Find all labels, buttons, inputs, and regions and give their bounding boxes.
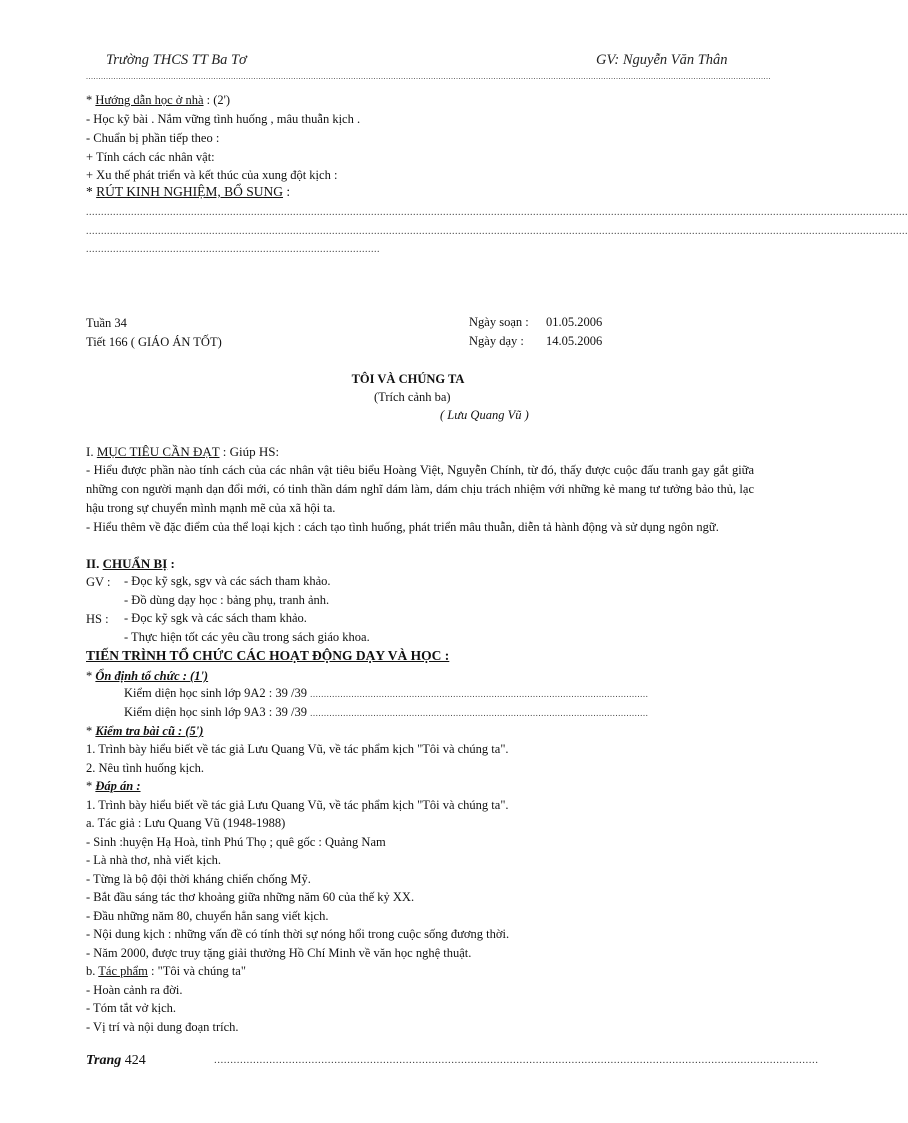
homework-line: + Xu thế phát triển và kết thúc của xung đột kịch : xyxy=(86,168,338,182)
teach-date: 14.05.2006 xyxy=(546,334,603,348)
answer-line: - Sinh :huyện Hạ Hoà, tỉnh Phú Thọ ; quê gốc : Quảng Nam xyxy=(86,835,386,849)
homework-line: - Chuẩn bị phần tiếp theo : xyxy=(86,131,220,145)
page-number: 424 xyxy=(124,1053,146,1068)
homework-time: : (2') xyxy=(203,93,231,107)
answer-line: a. Tác giả : Lưu Quang Vũ (1948-1988) xyxy=(86,816,286,830)
footer-rule: .......................................................................................................................................................................................... xyxy=(214,1054,819,1066)
answer-heading: * Đáp án : xyxy=(86,779,141,793)
header-rule: .................................................................................................................................................................................................................................................................................. xyxy=(86,72,771,81)
lesson-subtitle: (Trích cảnh ba) xyxy=(374,390,451,404)
experience-title: RÚT KINH NGHIỆM, BỔ SUNG xyxy=(96,184,284,199)
preparation-title: CHUẨN BỊ xyxy=(102,556,168,571)
question-line: 2. Nêu tình huống kịch. xyxy=(86,761,205,775)
work-item: - Hoàn cảnh ra đời. xyxy=(86,983,183,997)
answer-line: - Nội dung kịch : những vấn đề có tính thời sự nóng hổi trong cuộc sống đương thời. xyxy=(86,927,510,941)
hs-label: HS : xyxy=(86,612,109,626)
lesson-number: Tiết 166 ( GIÁO ÁN TỐT) xyxy=(86,335,222,349)
prep-date: 01.05.2006 xyxy=(546,315,603,329)
notes-line: .................................................................................................. xyxy=(86,244,380,255)
objectives-title: MỤC TIÊU CẦN ĐẠT xyxy=(96,444,220,459)
attendance-text: Kiểm diện học sinh lớp 9A2 : 39 /39 xyxy=(124,686,307,700)
org-heading: * Ổn định tổ chức : (1') xyxy=(86,669,209,683)
objectives-num: I. xyxy=(86,444,97,459)
process-heading: TIẾN TRÌNH TỔ CHỨC CÁC HOẠT ĐỘNG DẠY VÀ HỌC : xyxy=(86,648,450,663)
school-name: Trường THCS TT Ba Tơ xyxy=(106,52,247,68)
work-title: Tác phẩm xyxy=(98,964,148,978)
check-heading: * Kiểm tra bài cũ : (5') xyxy=(86,724,204,738)
answer-title: Đáp án : xyxy=(95,779,141,793)
experience-suffix: : xyxy=(283,184,291,199)
preparation-suffix: : xyxy=(167,556,175,571)
attendance-dots: ........................................................................................................................... xyxy=(310,689,649,699)
page-footer xyxy=(86,1053,146,1069)
homework-heading: * Hướng dẫn học ở nhà : (2') xyxy=(86,93,231,107)
work-heading xyxy=(86,963,246,979)
question-line: 1. Trình bày hiểu biết về tác giả Lưu Quang Vũ, về tác phẩm kịch "Tôi và chúng ta". xyxy=(86,742,509,756)
gv-label: GV : xyxy=(86,575,111,589)
attendance-dots: ........................................................................................................................... xyxy=(310,708,649,718)
lesson-title: TÔI VÀ CHÚNG TA xyxy=(351,372,465,386)
preparation-heading xyxy=(86,556,175,572)
work-item: - Tóm tắt vở kịch. xyxy=(86,1001,177,1015)
notes-line: .................................................................................................................................................................................................................................................................................. xyxy=(86,226,908,237)
objectives-paragraph: - Hiểu thêm về đặc điểm của thể loại kịch : cách tạo tình huống, phát triển mâu thuẫn, diễn tả hành động và sử dụng ngôn ngữ. xyxy=(86,520,719,534)
homework-line: + Tính cách các nhân vật: xyxy=(86,150,215,164)
homework-line: - Học kỹ bài . Nắm vững tình huống , mâu thuẫn kịch . xyxy=(86,112,361,126)
org-title: Ổn định tổ chức : (1') xyxy=(95,669,209,683)
preparation-num: II. xyxy=(86,556,103,571)
answer-line: - Năm 2000, được truy tặng giải thưởng Hồ Chí Minh về văn học nghệ thuật. xyxy=(86,946,472,960)
attendance-line xyxy=(124,686,649,701)
gv-item: - Đọc kỹ sgk, sgv và các sách tham khảo. xyxy=(124,574,331,588)
objectives-suffix: : Giúp HS: xyxy=(219,444,280,459)
answer-line: - Bắt đầu sáng tác thơ khoảng giữa những năm 60 của thế kỷ XX. xyxy=(86,890,415,904)
lesson-author: ( Lưu Quang Vũ ) xyxy=(440,408,529,422)
work-suffix: : "Tôi và chúng ta" xyxy=(147,964,246,978)
gv-item: - Đồ dùng dạy học : bảng phụ, tranh ảnh. xyxy=(124,593,330,607)
prep-date-label: Ngày soạn : xyxy=(469,315,529,329)
answer-line: - Đầu những năm 80, chuyển hẳn sang viết kịch. xyxy=(86,909,329,923)
week: Tuần 34 xyxy=(86,316,127,330)
hs-item: - Đọc kỹ sgk và các sách tham khảo. xyxy=(124,611,307,625)
experience-heading: * RÚT KINH NGHIỆM, BỔ SUNG : xyxy=(86,184,291,199)
check-title: Kiểm tra bài cũ : (5') xyxy=(95,724,204,738)
answer-line: 1. Trình bày hiểu biết về tác giả Lưu Quang Vũ, về tác phẩm kịch "Tôi và chúng ta". xyxy=(86,798,509,812)
hs-item: - Thực hiện tốt các yêu cầu trong sách giáo khoa. xyxy=(124,630,370,644)
objectives-paragraph: - Hiểu được phần nào tính cách của các nhân vật tiêu biểu Hoàng Việt, Nguyễn Chính, từ đó, thấy được cuộc đấu tranh gay gắt giữa những con người mạnh dạn đổi mới, có tinh thần dám nghĩ dám làm, dám chịu trách nhiệm với những kẻ mang tư tưởng bảo thủ, lạc hậu trong sự chuyển mình mạnh mẽ của xã hội ta. xyxy=(86,463,754,515)
attendance-line xyxy=(124,705,649,720)
answer-line: - Từng là bộ đội thời kháng chiến chống Mỹ. xyxy=(86,872,311,886)
homework-title: Hướng dẫn học ở nhà xyxy=(95,93,204,107)
answer-line: - Là nhà thơ, nhà viết kịch. xyxy=(86,853,222,867)
objectives-heading xyxy=(86,444,279,460)
page-label: Trang xyxy=(86,1053,122,1068)
teacher-name: GV: Nguyễn Văn Thân xyxy=(596,52,728,68)
work-prefix: b. xyxy=(86,964,99,978)
attendance-text: Kiểm diện học sinh lớp 9A3 : 39 /39 xyxy=(124,705,307,719)
work-item: - Vị trí và nội dung đoạn trích. xyxy=(86,1020,239,1034)
notes-line: .................................................................................................................................................................................................................................................................................. xyxy=(86,207,908,218)
teach-date-label: Ngày dạy : xyxy=(469,334,524,348)
